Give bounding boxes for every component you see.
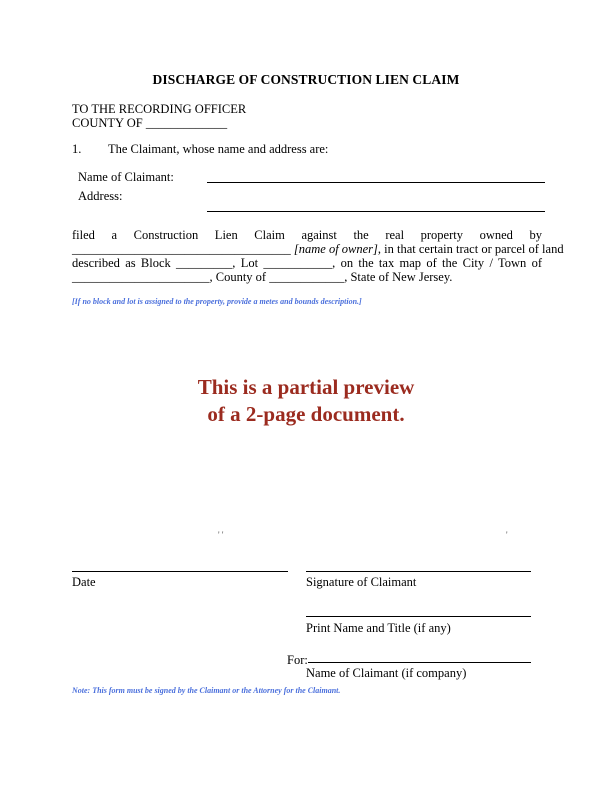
preview-banner-line-2: of a 2-page document.	[207, 402, 405, 426]
print-name-line	[306, 616, 531, 617]
text-fragment-2: '	[506, 530, 508, 540]
recipient-line-1: TO THE RECORDING OFFICER	[72, 102, 247, 116]
print-name-label: Print Name and Title (if any)	[306, 621, 451, 635]
recipient-line-2: COUNTY OF _____________	[72, 116, 228, 130]
body-line-2-rest: , in that certain tract or parcel of land	[377, 242, 564, 256]
date-label: Date	[72, 575, 96, 589]
preview-banner-line-1: This is a partial preview	[197, 375, 415, 399]
item-text: The Claimant, whose name and address are:	[108, 142, 329, 156]
owner-hint: [name of owner]	[293, 242, 378, 256]
signature-line	[306, 571, 531, 572]
metes-bounds-note: [If no block and lot is assigned to the property, provide a metes and bounds description.]	[72, 297, 362, 306]
document-title: DISCHARGE OF CONSTRUCTION LIEN CLAIM	[152, 72, 460, 87]
company-label: Name of Claimant (if company)	[306, 666, 467, 680]
for-label: For:	[287, 653, 308, 667]
body-line-1: filed a Construction Lien Claim against the real property owned by	[72, 228, 542, 242]
company-line	[308, 662, 531, 663]
date-line	[72, 571, 288, 572]
body-line-3: described as Block _________, Lot ___________, on the tax map of the City / Town of	[72, 256, 542, 270]
text-fragment-1: ' '	[218, 530, 224, 540]
item-number: 1.	[72, 142, 82, 156]
body-line-4: ______________________, County of ____________, State of New Jersey.	[72, 270, 453, 284]
signature-note: Note: This form must be signed by the Claimant or the Attorney for the Claimant.	[72, 686, 341, 695]
claimant-name-label: Name of Claimant:	[78, 170, 174, 184]
body-line-2	[72, 242, 564, 256]
address-line	[207, 211, 545, 212]
address-label: Address:	[78, 189, 123, 203]
owner-blank: ___________________________________	[72, 242, 291, 256]
signature-label: Signature of Claimant	[306, 575, 417, 589]
claimant-name-line	[207, 182, 545, 183]
